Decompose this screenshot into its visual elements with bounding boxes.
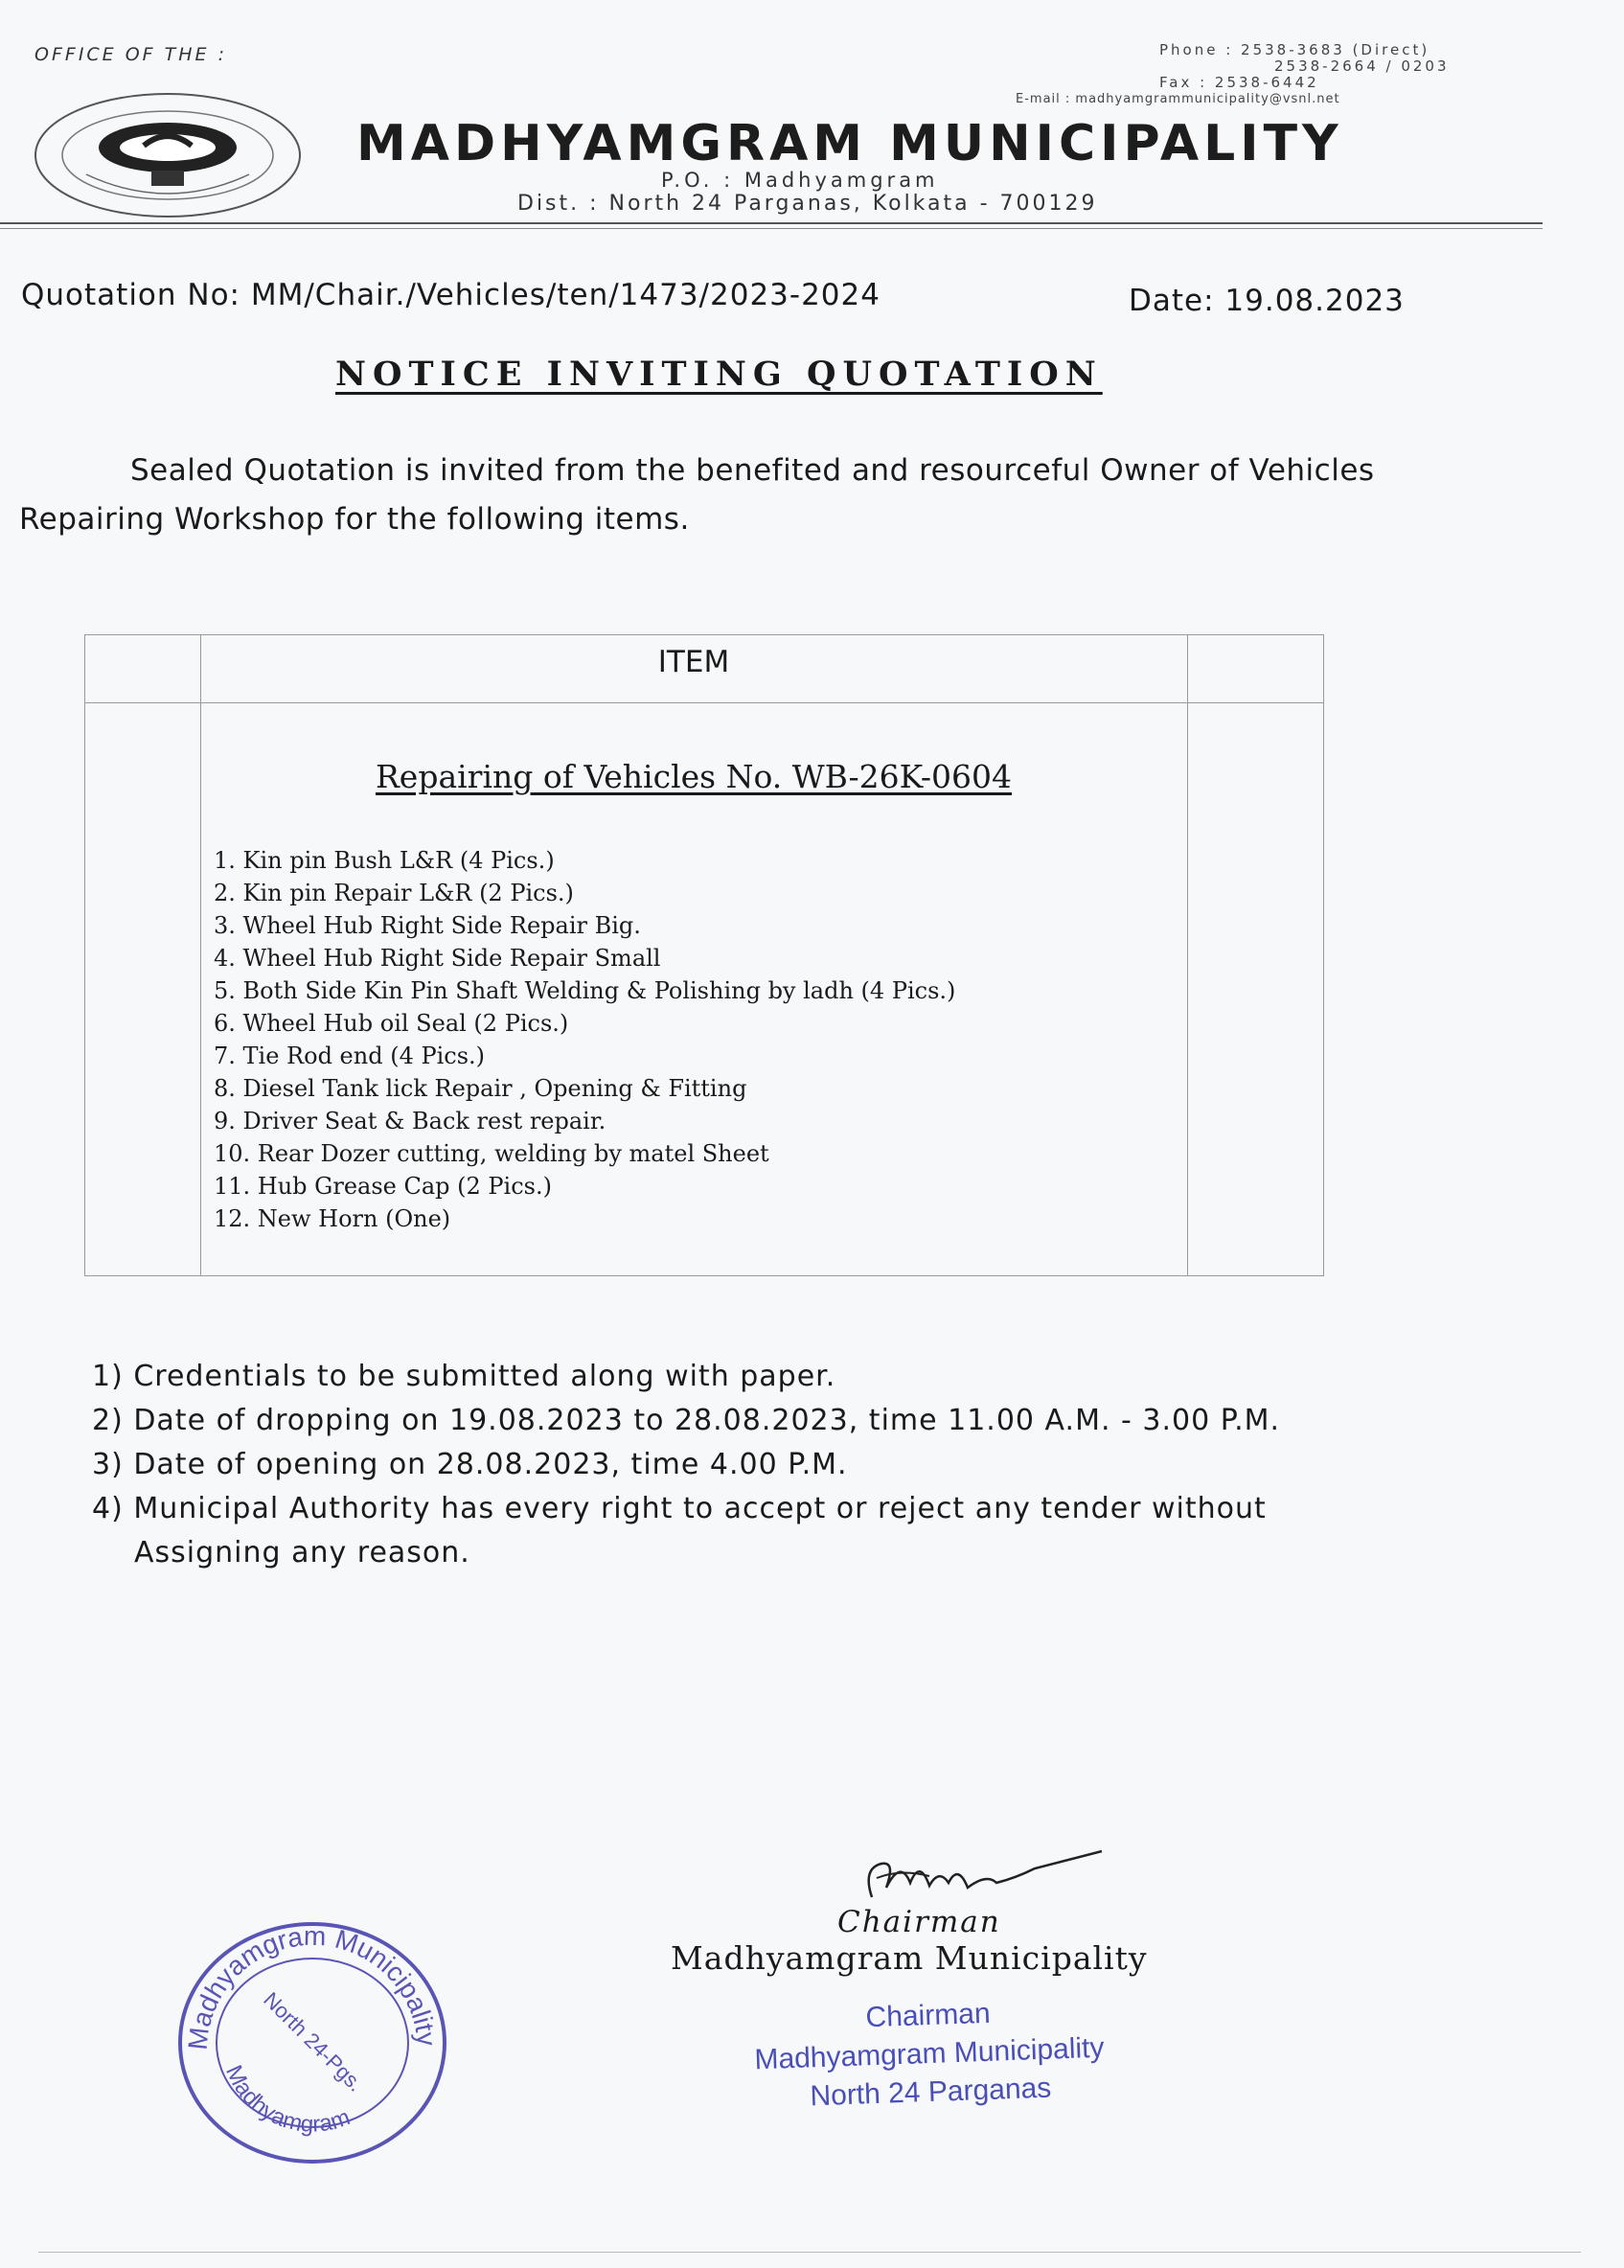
list-item: 10. Rear Dozer cutting, welding by matel Sheet xyxy=(214,1140,769,1167)
stamp-line: Madhyamgram Municipality xyxy=(753,2031,1106,2076)
condition-item-continuation: Assigning any reason. xyxy=(134,1536,470,1569)
district-address: Dist. : North 24 Parganas, Kolkata - 700129 xyxy=(517,192,1098,216)
list-item: 4. Wheel Hub Right Side Repair Small xyxy=(214,945,661,972)
svg-text:North 24-Pgs.: North 24-Pgs. xyxy=(259,1987,368,2096)
quotation-number: Quotation No: MM/Chair./Vehicles/ten/1473/2023-2024 xyxy=(21,278,881,312)
contact-block xyxy=(1016,42,1533,107)
list-item: 1. Kin pin Bush L&R (4 Pics.) xyxy=(214,847,555,874)
phone-line-2: 2538-2664 / 0203 xyxy=(1274,57,1450,75)
items-list xyxy=(214,844,955,1235)
list-item: 12. New Horn (One) xyxy=(214,1205,451,1232)
email-line: E-mail : madhyamgrammunicipality@vsnl.net xyxy=(1016,92,1340,106)
list-item: 9. Driver Seat & Back rest repair. xyxy=(214,1108,606,1134)
signatory-role: Chairman xyxy=(837,1905,1001,1939)
table-header-item: ITEM xyxy=(657,645,730,679)
letterhead-divider xyxy=(0,222,1543,224)
office-of-label: OFFICE OF THE : xyxy=(34,44,227,65)
list-item: 11. Hub Grease Cap (2 Pics.) xyxy=(214,1173,552,1200)
page-bottom-edge xyxy=(38,2252,1581,2253)
municipal-seal xyxy=(169,1916,456,2169)
signatory-organization: Madhyamgram Municipality xyxy=(671,1939,1148,1977)
intro-paragraph: Sealed Quotation is invited from the benefited and resourceful Owner of Vehicles Repairing Workshop for the following items. xyxy=(19,453,1375,537)
list-item: 2. Kin pin Repair L&R (2 Pics.) xyxy=(214,880,574,906)
condition-item: 4) Municipal Authority has every right to accept or reject any tender without xyxy=(92,1492,1267,1525)
letterhead-divider-thin xyxy=(0,228,1543,229)
items-table xyxy=(84,634,1324,1276)
table-header-divider xyxy=(85,702,1323,703)
stamp-line: Chairman xyxy=(865,1997,992,2034)
municipality-logo xyxy=(29,88,307,222)
list-item: 7. Tie Rod end (4 Pics.) xyxy=(214,1042,486,1069)
list-item: 6. Wheel Hub oil Seal (2 Pics.) xyxy=(214,1010,569,1037)
table-column-divider-right xyxy=(1187,635,1188,1275)
table-column-divider-left xyxy=(200,635,201,1275)
svg-text:Madhyamgram Municipality: Madhyamgram Municipality xyxy=(182,1920,443,2051)
conditions-list xyxy=(92,1355,1280,1575)
condition-item: 1) Credentials to be submitted along with paper. xyxy=(92,1360,836,1393)
quotation-date: Date: 19.08.2023 xyxy=(1129,284,1405,318)
stamp-line: North 24 Parganas xyxy=(809,2072,1052,2113)
chairman-stamp xyxy=(669,1988,1190,2121)
list-item: 3. Wheel Hub Right Side Repair Big. xyxy=(214,912,641,939)
condition-item: 3) Date of opening on 28.08.2023, time 4.00 P.M. xyxy=(92,1448,848,1481)
phone-line: Phone : 2538-3683 (Direct) xyxy=(1159,41,1430,58)
list-item: 5. Both Side Kin Pin Shaft Welding & Polishing by ladh (4 Pics.) xyxy=(214,977,956,1004)
municipality-name: MADHYAMGRAM MUNICIPALITY xyxy=(356,115,1343,172)
condition-item: 2) Date of dropping on 19.08.2023 to 28.08.2023, time 11.00 A.M. - 3.00 P.M. xyxy=(92,1404,1281,1437)
notice-title: NOTICE INVITING QUOTATION xyxy=(335,355,1103,394)
post-office: P.O. : Madhyamgram xyxy=(661,169,939,192)
list-item: 8. Diesel Tank lick Repair , Opening & Fitting xyxy=(214,1075,747,1102)
fax-line: Fax : 2538-6442 xyxy=(1159,74,1319,91)
table-subtitle: Repairing of Vehicles No. WB-26K-0604 xyxy=(375,758,1013,795)
svg-text:Madhyamgram: Madhyamgram xyxy=(220,2061,354,2138)
